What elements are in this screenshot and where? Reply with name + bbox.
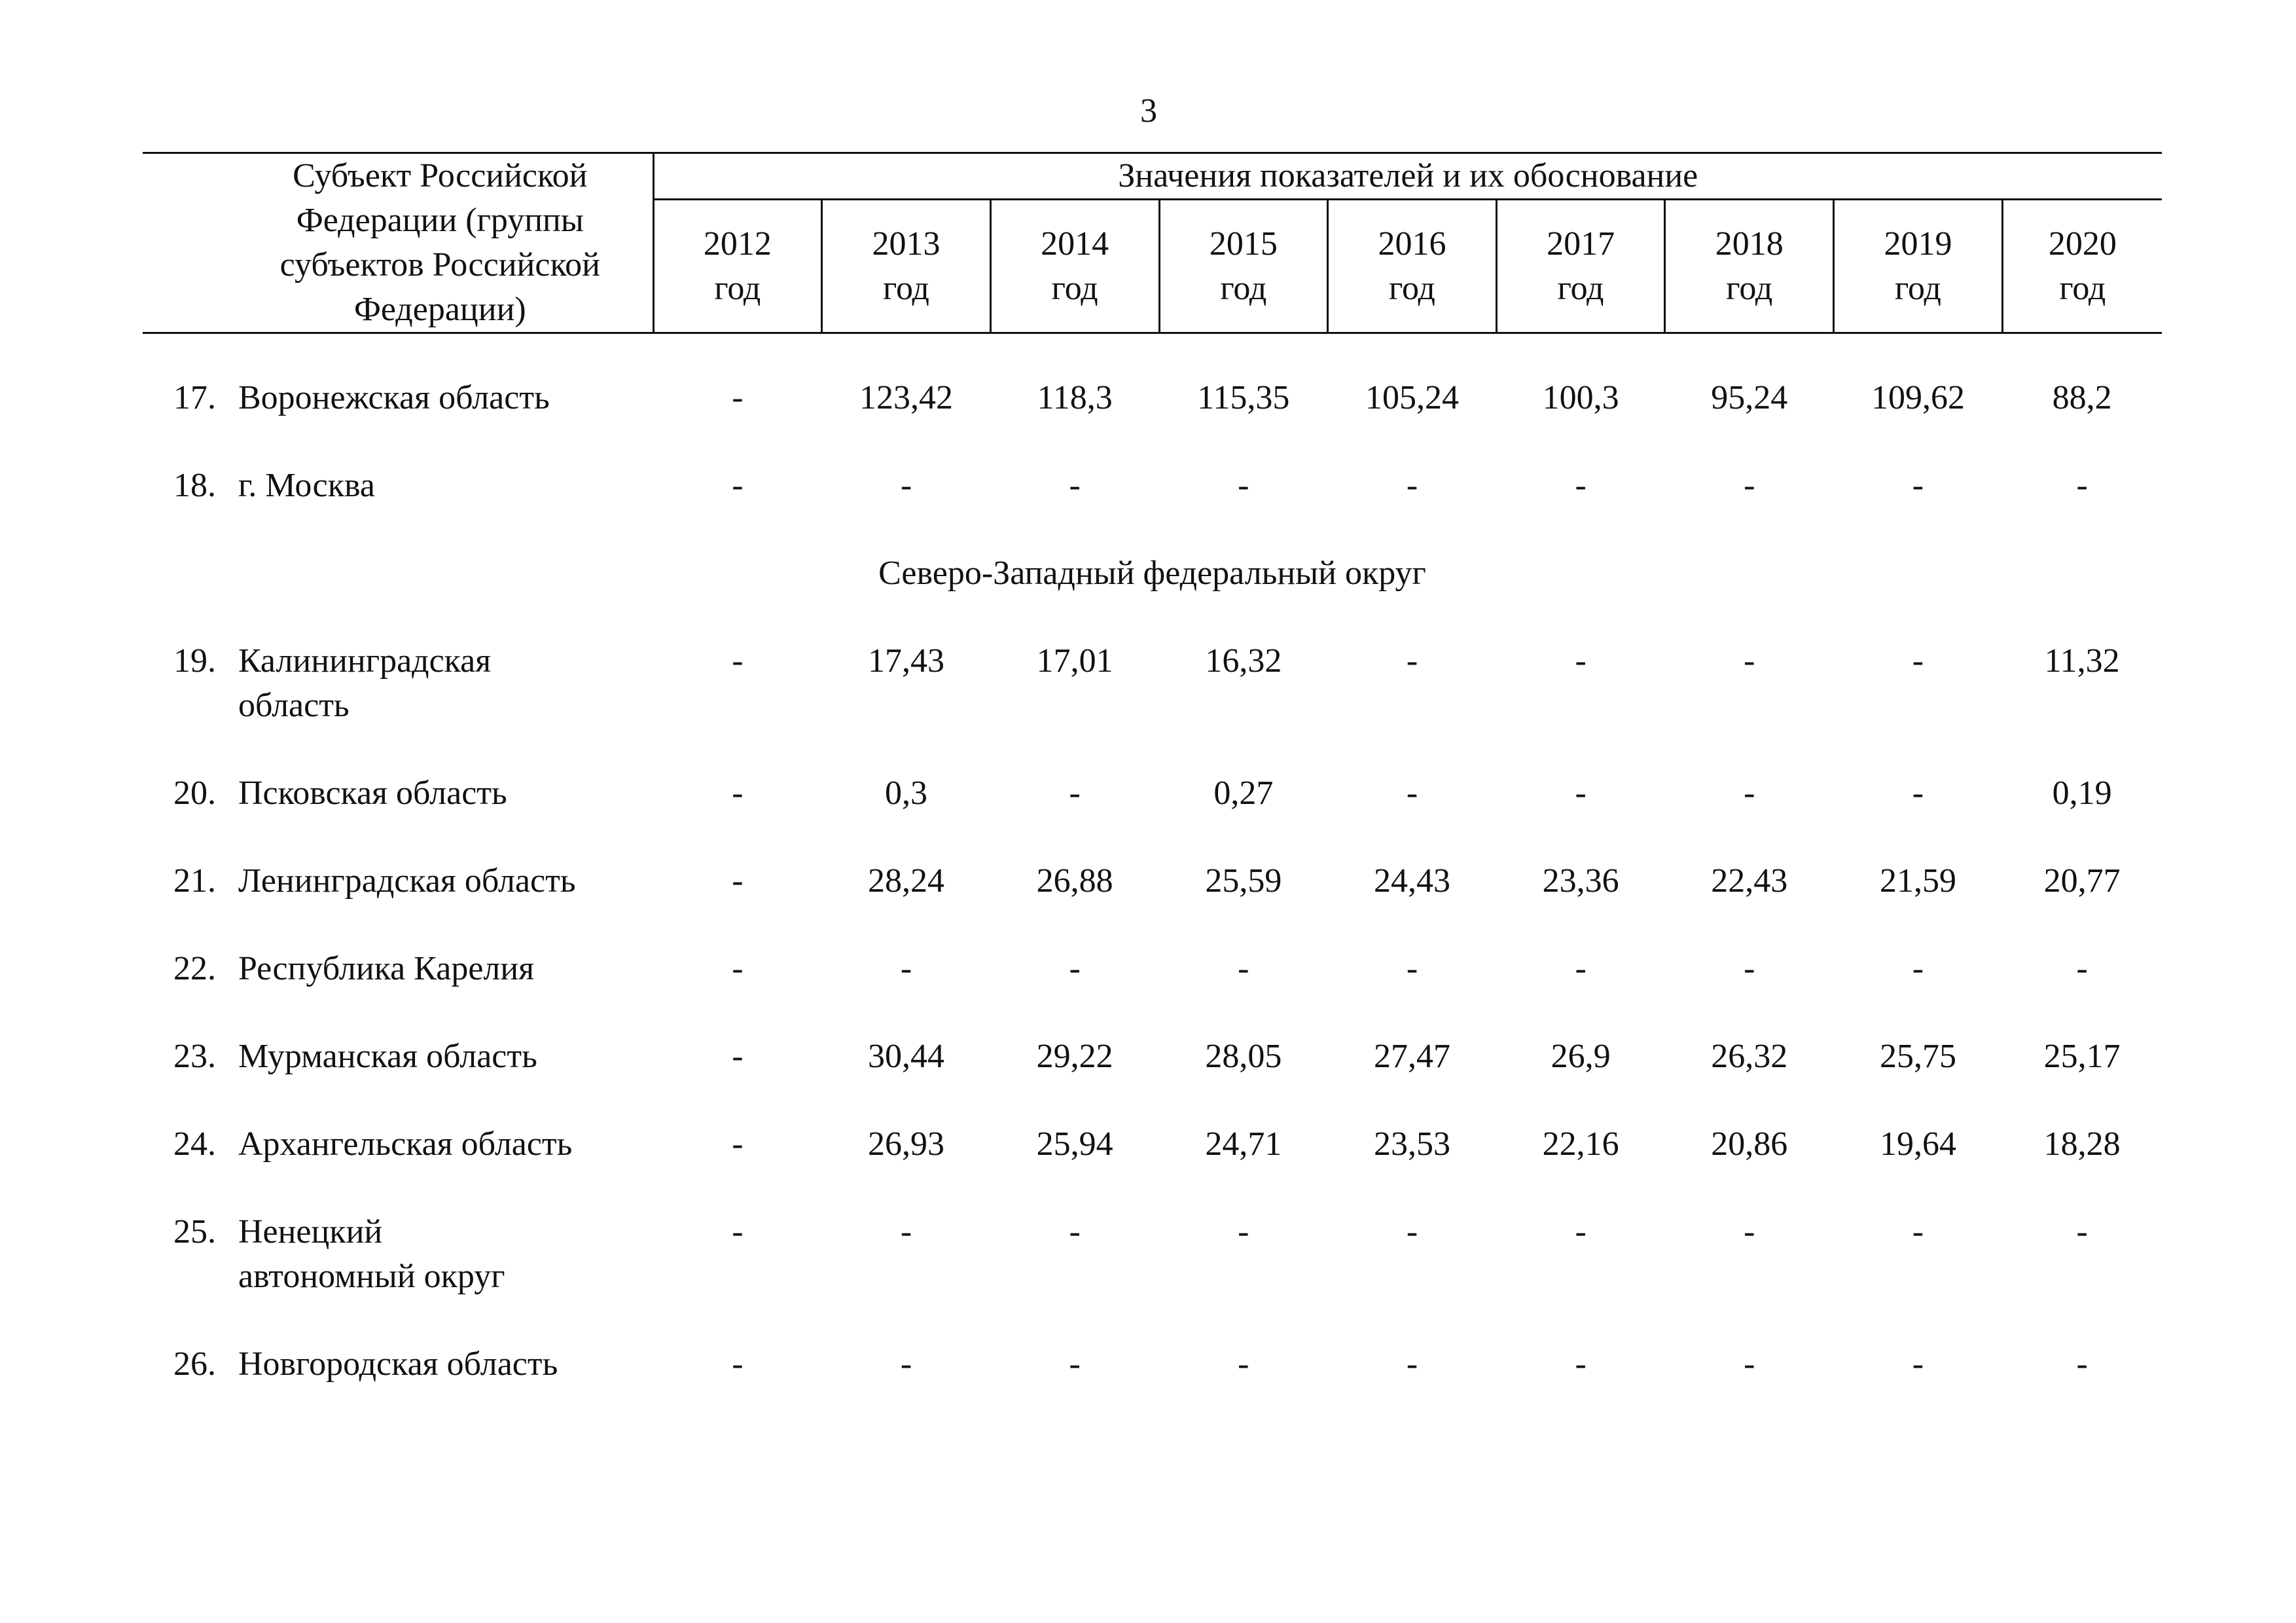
value-2016: -	[1406, 775, 1418, 812]
value-2018: 26,32	[1711, 1038, 1788, 1075]
value-2014: -	[1069, 950, 1081, 987]
value-2012: -	[732, 1213, 744, 1250]
page-number: 3	[1140, 92, 1157, 130]
region-name: Мурманская область	[238, 1038, 537, 1075]
row-number: 20.	[173, 775, 216, 812]
value-2018: -	[1744, 1213, 1755, 1250]
value-2019: -	[1912, 775, 1924, 812]
value-2015: -	[1238, 950, 1249, 987]
value-2019: -	[1912, 1213, 1924, 1250]
value-2013: 17,43	[868, 642, 945, 680]
value-2020: 20,77	[2043, 862, 2121, 900]
row-number: 24.	[173, 1125, 216, 1163]
row-number: 25.	[173, 1213, 216, 1250]
value-2019: 25,75	[1879, 1038, 1956, 1075]
row-number: 19.	[173, 642, 216, 680]
year-header-2014: 2014 год	[990, 200, 1159, 333]
value-2016: -	[1406, 1345, 1418, 1383]
value-2012: -	[732, 950, 744, 987]
subject-column-header: Субъект Российской Федерации (группы субъектов Российской Федерации)	[143, 153, 653, 333]
value-2020: 25,17	[2043, 1038, 2121, 1075]
table-row	[143, 1210, 2162, 1342]
value-2017: -	[1575, 1345, 1587, 1383]
value-2014: -	[1069, 775, 1081, 812]
value-2019: 21,59	[1879, 862, 1956, 900]
value-2012: -	[732, 775, 744, 812]
value-2017: -	[1575, 467, 1587, 504]
region-name: Псковская область	[238, 775, 507, 812]
row-number: 18.	[173, 467, 216, 504]
value-2014: 29,22	[1036, 1038, 1113, 1075]
value-2019: 19,64	[1879, 1125, 1956, 1163]
value-2019: -	[1912, 1345, 1924, 1383]
table-row	[143, 1034, 2162, 1122]
values-column-header: Значения показателей и их обоснование	[653, 153, 2162, 200]
region-name: Архангельская область	[238, 1125, 573, 1163]
value-2016: -	[1406, 1213, 1418, 1250]
value-2012: -	[732, 1345, 744, 1383]
value-2017: 22,16	[1542, 1125, 1619, 1163]
value-2017: -	[1575, 642, 1587, 680]
value-2012: -	[732, 379, 744, 416]
value-2015: 25,59	[1205, 862, 1282, 900]
header-row-top	[143, 153, 2162, 200]
value-2013: -	[900, 950, 912, 987]
value-2015: -	[1238, 1213, 1249, 1250]
value-2015: 115,35	[1197, 379, 1290, 416]
value-2012: -	[732, 862, 744, 900]
federal-district-heading: Северо-Западный федеральный округ	[878, 555, 1426, 592]
value-2014: 26,88	[1036, 862, 1113, 900]
value-2020: 18,28	[2043, 1125, 2121, 1163]
value-2016: -	[1406, 950, 1418, 987]
value-2017: -	[1575, 950, 1587, 987]
region-name: Новгородская область	[238, 1345, 558, 1383]
value-2018: -	[1744, 467, 1755, 504]
value-2013: 28,24	[868, 862, 945, 900]
value-2020: -	[2076, 950, 2088, 987]
region-name: Калининградская область	[238, 642, 492, 724]
year-header-2019: 2019 год	[1834, 200, 2003, 333]
value-2020: -	[2076, 467, 2088, 504]
year-header-2012: 2012 год	[653, 200, 822, 333]
value-2018: -	[1744, 775, 1755, 812]
value-2015: 16,32	[1205, 642, 1282, 680]
value-2018: -	[1744, 950, 1755, 987]
table-row	[143, 1342, 2162, 1430]
value-2013: 0,3	[885, 775, 928, 812]
region-name: Республика Карелия	[238, 950, 535, 987]
value-2018: 22,43	[1711, 862, 1788, 900]
value-2016: -	[1406, 642, 1418, 680]
table-row	[143, 639, 2162, 771]
row-number: 23.	[173, 1038, 216, 1075]
value-2016: 24,43	[1373, 862, 1450, 900]
value-2020: 0,19	[2052, 775, 2112, 812]
value-2020: -	[2076, 1213, 2088, 1250]
year-header-2020: 2020 год	[2002, 200, 2162, 333]
value-2014: -	[1069, 1213, 1081, 1250]
value-2014: -	[1069, 1345, 1081, 1383]
value-2020: 11,32	[2044, 642, 2120, 680]
value-2019: -	[1912, 467, 1924, 504]
value-2015: 24,71	[1205, 1125, 1282, 1163]
indicators-table	[143, 152, 2162, 1430]
value-2013: 26,93	[868, 1125, 945, 1163]
value-2016: 23,53	[1373, 1125, 1450, 1163]
year-header-2018: 2018 год	[1665, 200, 1834, 333]
value-2019: -	[1912, 642, 1924, 680]
year-header-2016: 2016 год	[1328, 200, 1497, 333]
row-number: 22.	[173, 950, 216, 987]
value-2020: -	[2076, 1345, 2088, 1383]
value-2015: 0,27	[1213, 775, 1274, 812]
value-2015: -	[1238, 1345, 1249, 1383]
value-2019: 109,62	[1871, 379, 1965, 416]
value-2020: 88,2	[2052, 379, 2112, 416]
value-2017: -	[1575, 1213, 1587, 1250]
value-2017: 23,36	[1542, 862, 1619, 900]
value-2016: 27,47	[1373, 1038, 1450, 1075]
year-header-2015: 2015 год	[1159, 200, 1328, 333]
value-2014: 118,3	[1037, 379, 1113, 416]
value-2014: 17,01	[1036, 642, 1113, 680]
table-row	[143, 859, 2162, 947]
section-heading-row	[143, 551, 2162, 639]
value-2018: -	[1744, 642, 1755, 680]
row-number: 21.	[173, 862, 216, 900]
table-row	[143, 376, 2162, 464]
value-2015: 28,05	[1205, 1038, 1282, 1075]
year-header-2013: 2013 год	[822, 200, 991, 333]
table-row	[143, 771, 2162, 859]
value-2012: -	[732, 467, 744, 504]
value-2017: 26,9	[1551, 1038, 1611, 1075]
value-2014: -	[1069, 467, 1081, 504]
row-number: 17.	[173, 379, 216, 416]
table-row	[143, 1122, 2162, 1210]
region-name: Ненецкий автономный округ	[238, 1213, 505, 1295]
value-2013: -	[900, 1345, 912, 1383]
value-2017: -	[1575, 775, 1587, 812]
value-2018: 20,86	[1711, 1125, 1788, 1163]
value-2018: 95,24	[1711, 379, 1788, 416]
year-header-2017: 2017 год	[1496, 200, 1665, 333]
value-2018: -	[1744, 1345, 1755, 1383]
spacer-row	[143, 333, 2162, 376]
table-row	[143, 947, 2162, 1034]
region-name: Ленинградская область	[238, 862, 576, 900]
value-2014: 25,94	[1036, 1125, 1113, 1163]
region-name: г. Москва	[238, 467, 375, 504]
region-name: Воронежская область	[238, 379, 550, 416]
value-2013: 123,42	[859, 379, 954, 416]
row-number: 26.	[173, 1345, 216, 1383]
value-2012: -	[732, 1038, 744, 1075]
value-2016: 105,24	[1365, 379, 1459, 416]
value-2012: -	[732, 642, 744, 680]
value-2015: -	[1238, 467, 1249, 504]
value-2012: -	[732, 1125, 744, 1163]
value-2019: -	[1912, 950, 1924, 987]
table-row	[143, 464, 2162, 551]
value-2017: 100,3	[1542, 379, 1619, 416]
value-2013: -	[900, 467, 912, 504]
value-2013: -	[900, 1213, 912, 1250]
value-2013: 30,44	[868, 1038, 945, 1075]
value-2016: -	[1406, 467, 1418, 504]
